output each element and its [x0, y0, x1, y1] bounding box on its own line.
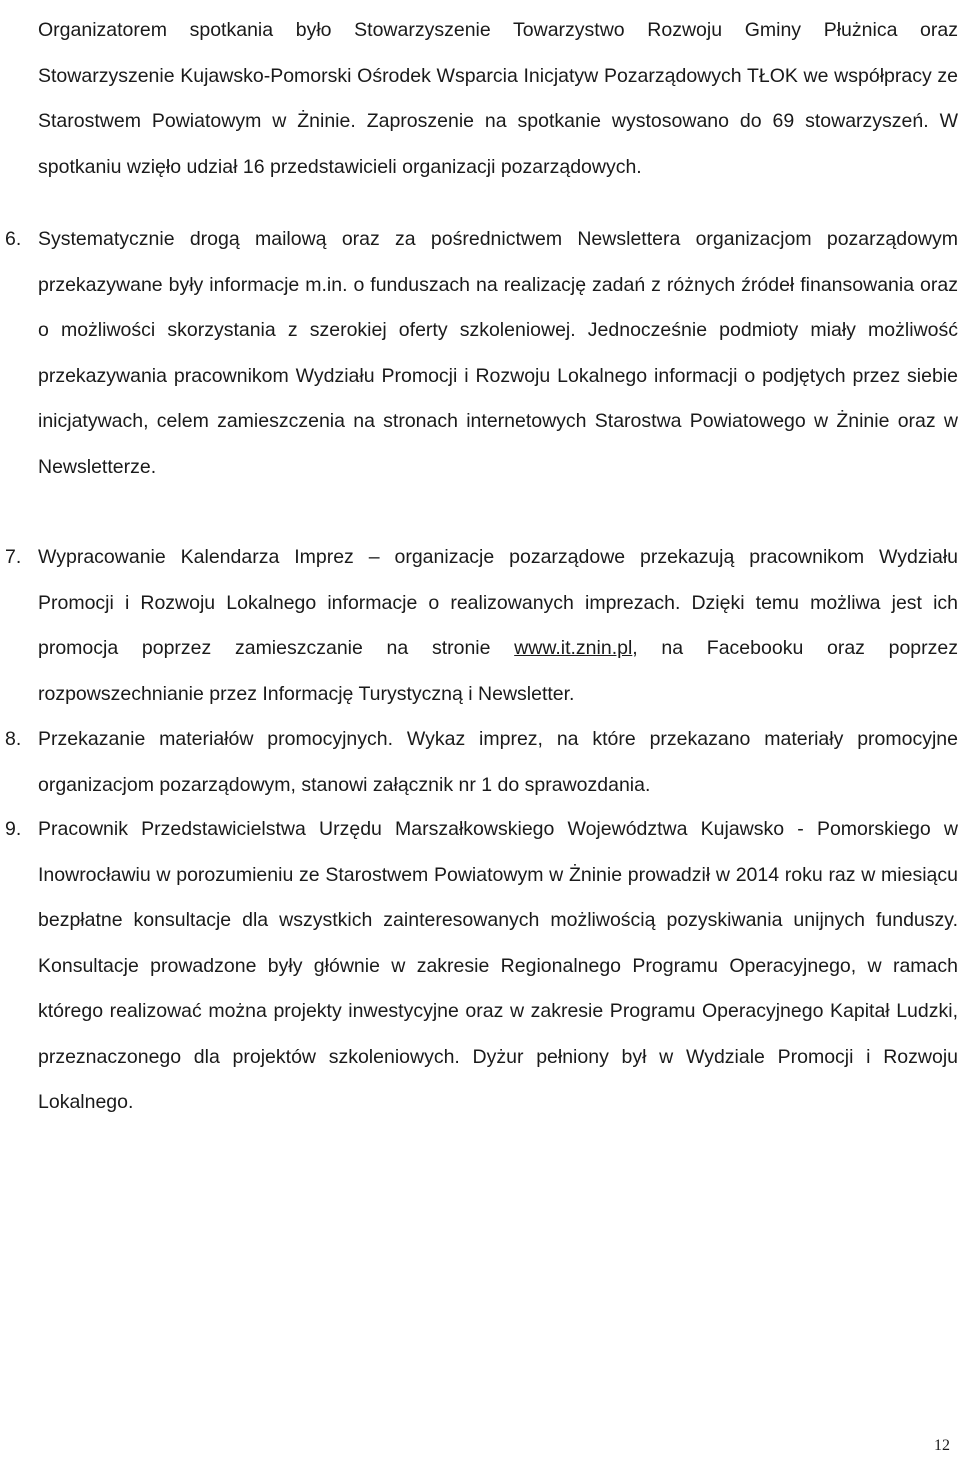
- page-number: 12: [934, 1437, 950, 1454]
- list-item-number: 6.: [5, 228, 22, 250]
- list-item-text: [38, 535, 958, 717]
- list-item-number: 8.: [5, 728, 22, 750]
- list-item-text: Przekazanie materiałów promocyjnych. Wykaz imprez, na które przekazano materiały promocyjne organizacjom pozarządowym, stanowi załącznik nr 1 do sprawozdania.: [38, 728, 958, 796]
- list-item-number: 9.: [5, 818, 22, 840]
- paragraph-continuation: Organizatorem spotkania było Stowarzyszenie Towarzystwo Rozwoju Gminy Płużnica oraz Stowarzyszenie Kujawsko-Pomorski Ośrodek Wsparcia Inicjatyw Pozarządowych TŁOK we współpracy ze Starostwem Powiatowym w Żninie. Zaproszenie na spotkanie wystosowano do 69 stowarzyszeń. W spotkaniu wzięło udział 16 przedstawicieli organizacji pozarządowych.: [38, 19, 958, 178]
- list-item-text: Pracownik Przedstawicielstwa Urzędu Marszałkowskiego Województwa Kujawsko - Pomorskiego w Inowrocławiu w porozumieniu ze Starostwem Powiatowym w Żninie prowadził w 2014 roku raz w miesiącu bezpłatne konsultacje dla wszystkich zainteresowanych możliwością pozyskiwania unijnych funduszy. Konsultacje prowadzone były głównie w zakresie Regionalnego Programu Operacyjnego, w ramach którego realizować można projekty inwestycyjne oraz w zakresie Programu Operacyjnego Kapitał Ludzki, przeznaczonego dla projektów szkoleniowych. Dyżur pełniony był w Wydziale Promocji i Rozwoju Lokalnego.: [38, 818, 958, 1113]
- website-link[interactable]: www.it.znin.pl: [514, 637, 633, 659]
- text-after-link: , na Facebooku oraz poprzez rozpowszechnianie przez Informację Turystyczną i Newsletter.: [38, 637, 958, 705]
- list-item-number: 7.: [5, 546, 22, 568]
- text-before-link: Wypracowanie Kalendarza Imprez – organizacje pozarządowe przekazują pracownikom Wydziału Promocji i Rozwoju Lokalnego informacje o realizowanych imprezach. Dzięki temu możliwa jest ich promocja poprzez zamieszczanie na stronie: [38, 546, 958, 659]
- list-item-text: Systematycznie drogą mailową oraz za pośrednictwem Newslettera organizacjom pozarządowym przekazywane były informacje m.in. o funduszach na realizację zadań z różnych źródeł finansowania oraz o możliwości skorzystania z szerokiej oferty szkoleniowej. Jednocześnie podmioty miały możliwość przekazywania pracownikom Wydziału Promocji i Rozwoju Lokalnego informacji o podjętych przez siebie inicjatywach, celem zamieszczenia na stronach internetowych Starostwa Powiatowego w Żninie oraz w Newsletterze.: [38, 228, 958, 478]
